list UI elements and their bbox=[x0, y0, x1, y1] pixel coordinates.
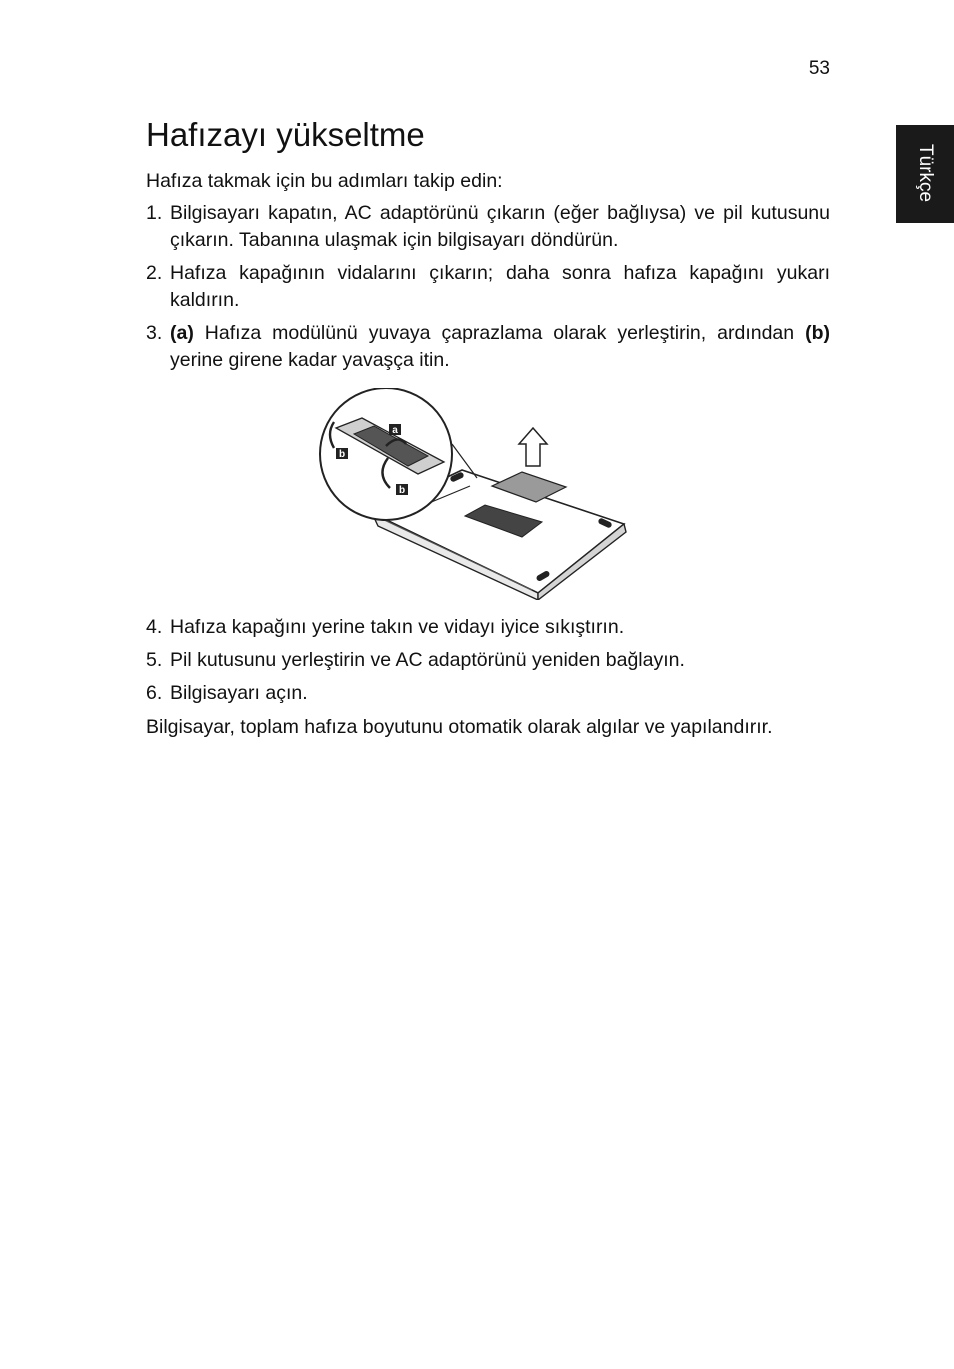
page-number: 53 bbox=[808, 58, 830, 79]
step-1 bbox=[146, 200, 830, 254]
step-label-b: (b) bbox=[805, 322, 830, 344]
step-6 bbox=[146, 680, 830, 707]
figure-label-b: b bbox=[338, 449, 346, 460]
step-number: 4. bbox=[146, 616, 163, 638]
step-text bbox=[170, 320, 830, 374]
step-number: 1. bbox=[146, 202, 163, 224]
step-number: 5. bbox=[146, 649, 163, 671]
step-number: 2. bbox=[146, 262, 163, 284]
language-label: Türkçe bbox=[915, 143, 936, 203]
step-2 bbox=[146, 260, 830, 314]
figure-label-b-2: b bbox=[398, 485, 406, 496]
step-text: Bilgisayarı açın. bbox=[170, 682, 308, 704]
step-number: 6. bbox=[146, 682, 163, 704]
step-number: 3. bbox=[146, 322, 163, 344]
step-text-b: yerine girene kadar yavaşça itin. bbox=[170, 349, 450, 371]
step-text: Bilgisayarı kapatın, AC adaptörünü çıkarın (eğer bağlıysa) ve pil kutusunu çıkarın. Tabanına ulaşmak için bilgisayarı döndürün. bbox=[170, 202, 830, 251]
figure-label-a: a bbox=[392, 425, 398, 436]
memory-install-illustration bbox=[312, 388, 632, 600]
step-label-a: (a) bbox=[170, 322, 194, 344]
step-3 bbox=[146, 320, 830, 374]
step-text: Hafıza kapağını yerine takın ve vidayı iyice sıkıştırın. bbox=[170, 616, 625, 638]
language-side-tab bbox=[896, 125, 954, 223]
step-text-a: Hafıza modülünü yuvaya çaprazlama olarak yerleştirin, ardından bbox=[193, 322, 806, 344]
step-5 bbox=[146, 647, 830, 674]
step-4 bbox=[146, 614, 830, 641]
closing-text: Bilgisayar, toplam hafıza boyutunu otomatik olarak algılar ve yapılandırır. bbox=[146, 716, 773, 738]
step-text: Pil kutusunu yerleştirin ve AC adaptörünü yeniden bağlayın. bbox=[170, 649, 685, 671]
page-title: Hafızayı yükseltme bbox=[146, 116, 425, 153]
step-text: Hafıza kapağının vidalarını çıkarın; daha sonra hafıza kapağını yukarı kaldırın. bbox=[170, 262, 830, 311]
intro-text: Hafıza takmak için bu adımları takip edin: bbox=[146, 170, 503, 192]
